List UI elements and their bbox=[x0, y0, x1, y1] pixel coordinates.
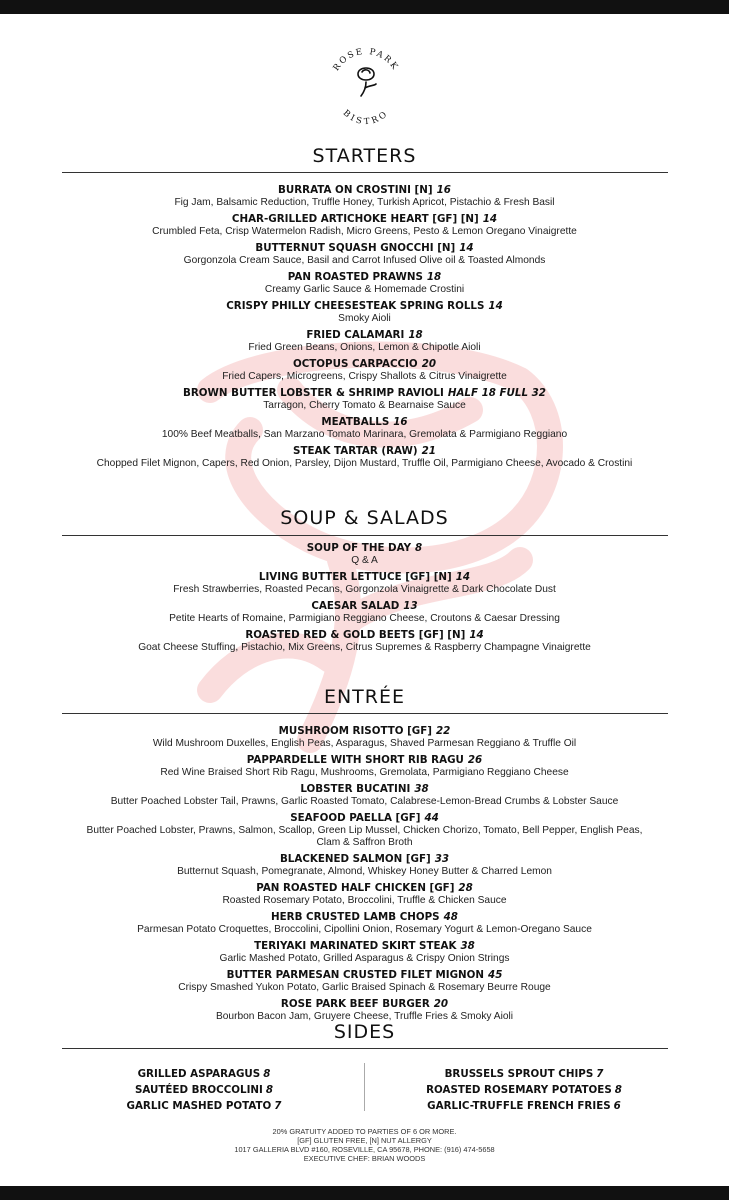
menu-item-title: PAN ROASTED PRAWNS bbox=[287, 271, 423, 283]
side-item bbox=[424, 1066, 624, 1082]
side-item-price: 8 bbox=[263, 1068, 271, 1080]
menu-item-title: LIVING BUTTER LETTUCE [GF] [N] bbox=[258, 571, 452, 583]
menu-item-description: Red Wine Braised Short Rib Ragu, Mushrooms, Gremolata, Parmigiano Reggiano Cheese bbox=[160, 767, 569, 778]
menu-item-description: Smoky Aioli bbox=[338, 313, 391, 324]
menu-item-description: Fried Green Beans, Onions, Lemon & Chipotle Aioli bbox=[248, 342, 481, 353]
menu-item-price: 14 bbox=[455, 571, 471, 583]
menu-item-description-cont: Clam & Saffron Broth bbox=[316, 837, 413, 848]
menu-item-title: ROASTED RED & GOLD BEETS [GF] [N] bbox=[245, 629, 466, 641]
menu-item-title: MUSHROOM RISOTTO [GF] bbox=[278, 725, 432, 737]
menu-item bbox=[0, 445, 729, 470]
soup-salads-list bbox=[0, 542, 729, 658]
section-divider bbox=[62, 535, 668, 536]
menu-item-description: Butter Poached Lobster, Prawns, Salmon, Scallop, Green Lip Mussel, Chicken Chorizo, Tomato, Bell Pepper, English Peas, bbox=[86, 825, 643, 836]
menu-item-name bbox=[0, 184, 729, 197]
menu-item-description: Bourbon Bacon Jam, Gruyere Cheese, Truffle Fries & Smoky Aioli bbox=[215, 1011, 514, 1022]
side-item bbox=[104, 1098, 304, 1114]
menu-item-price: 14 bbox=[459, 242, 474, 254]
menu-item-description: Tarragon, Cherry Tomato & Bearnaise Sauce bbox=[263, 400, 466, 411]
menu-item-title: TERIYAKI MARINATED SKIRT STEAK bbox=[254, 940, 457, 952]
logo-bottom-text: BISTRO bbox=[340, 108, 392, 128]
menu-item-price: 18 bbox=[426, 271, 442, 283]
menu-item bbox=[0, 629, 729, 654]
entree-list bbox=[0, 725, 729, 1027]
menu-item-description: 100% Beef Meatballs, San Marzano Tomato Marinara, Gremolata & Parmigiano Reggiano bbox=[161, 429, 568, 440]
menu-item-name bbox=[0, 629, 729, 642]
menu-item-title: SEAFOOD PAELLA [GF] bbox=[290, 812, 421, 824]
menu-item-name bbox=[0, 271, 729, 284]
menu-item bbox=[0, 300, 729, 325]
menu-item bbox=[0, 969, 729, 994]
menu-item-name bbox=[0, 329, 729, 342]
menu-item-price: 14 bbox=[488, 300, 503, 312]
menu-item-price: 28 bbox=[458, 882, 473, 894]
menu-item-price: 14 bbox=[469, 629, 484, 641]
sides-column-divider bbox=[364, 1063, 365, 1111]
menu-item-name bbox=[0, 416, 729, 429]
menu-item-title: BLACKENED SALMON [GF] bbox=[279, 853, 431, 865]
rose-park-bistro-logo bbox=[324, 38, 408, 130]
footer-chef: EXECUTIVE CHEF: BRIAN WOODS bbox=[303, 1154, 426, 1163]
menu-item-title: ROSE PARK BEEF BURGER bbox=[280, 998, 430, 1010]
menu-item-title: BROWN BUTTER LOBSTER & SHRIMP RAVIOLI bbox=[183, 387, 444, 399]
menu-item-name bbox=[0, 387, 729, 400]
menu-item-title: FRIED CALAMARI bbox=[306, 329, 405, 341]
side-item bbox=[424, 1098, 624, 1114]
menu-item-price: 13 bbox=[403, 600, 418, 612]
menu-item-price: 38 bbox=[460, 940, 475, 952]
menu-item-description: Crumbled Feta, Crisp Watermelon Radish, Micro Greens, Pesto & Lemon Oregano Vinaigrette bbox=[152, 226, 577, 237]
menu-item-price: 20 bbox=[421, 358, 437, 370]
menu-item-price: 33 bbox=[434, 853, 450, 865]
menu-item-price: 44 bbox=[424, 812, 439, 824]
menu-item-name bbox=[0, 242, 729, 255]
menu-item-title: PAN ROASTED HALF CHICKEN [GF] bbox=[256, 882, 455, 894]
side-item-name: GRILLED ASPARAGUS bbox=[137, 1068, 261, 1080]
menu-item bbox=[0, 329, 729, 354]
section-divider bbox=[62, 172, 668, 173]
footer-info bbox=[0, 1127, 729, 1163]
menu-item-price: 26 bbox=[467, 754, 483, 766]
sides-right-column bbox=[424, 1066, 624, 1114]
menu-item-description: Gorgonzola Cream Sauce, Basil and Carrot Infused Olive oil & Toasted Almonds bbox=[183, 255, 546, 266]
menu-item-name bbox=[0, 358, 729, 371]
menu-item-description: Parmesan Potato Croquettes, Broccolini, Cipollini Onion, Rosemary Yogurt & Lemon-Oregano Sauce bbox=[137, 924, 592, 935]
side-item-price: 6 bbox=[613, 1100, 621, 1112]
svg-text:ROSE PARK bbox=[332, 47, 401, 73]
menu-item-title: SOUP OF THE DAY bbox=[306, 542, 412, 554]
menu-item-title: CRISPY PHILLY CHEESESTEAK SPRING ROLLS bbox=[226, 300, 485, 312]
side-item-price: 7 bbox=[596, 1068, 604, 1080]
menu-item-description: Butternut Squash, Pomegranate, Almond, Whiskey Honey Butter & Charred Lemon bbox=[177, 866, 552, 877]
menu-item-title: BUTTERNUT SQUASH GNOCCHI [N] bbox=[255, 242, 456, 254]
menu-item-name bbox=[0, 300, 729, 313]
menu-item bbox=[0, 754, 729, 779]
menu-item bbox=[0, 416, 729, 441]
menu-item bbox=[0, 242, 729, 267]
menu-item-name bbox=[0, 725, 729, 738]
menu-item-description: Garlic Mashed Potato, Grilled Asparagus & Crispy Onion Strings bbox=[219, 953, 510, 964]
menu-item-name bbox=[0, 882, 729, 895]
side-item-name: BRUSSELS SPROUT CHIPS bbox=[444, 1068, 594, 1080]
menu-item-description: Creamy Garlic Sauce & Homemade Crostini bbox=[264, 284, 465, 295]
menu-item bbox=[0, 783, 729, 808]
footer-allergy-legend: [GF] GLUTEN FREE, [N] NUT ALLERGY bbox=[297, 1136, 432, 1145]
menu-item bbox=[0, 853, 729, 878]
rose-icon bbox=[358, 68, 376, 96]
menu-item-price: 16 bbox=[436, 184, 451, 196]
menu-item-price: 45 bbox=[488, 969, 503, 981]
menu-item-price: 20 bbox=[433, 998, 449, 1010]
menu-item-name bbox=[0, 853, 729, 866]
menu-item-description: Fig Jam, Balsamic Reduction, Truffle Honey, Turkish Apricot, Pistachio & Fresh Basil bbox=[174, 197, 555, 208]
menu-item bbox=[0, 725, 729, 750]
menu-item bbox=[0, 998, 729, 1023]
side-item bbox=[104, 1066, 304, 1082]
menu-item-name bbox=[0, 969, 729, 982]
menu-item bbox=[0, 184, 729, 209]
menu-item-title: PAPPARDELLE WITH SHORT RIB RAGU bbox=[246, 754, 464, 766]
menu-item bbox=[0, 940, 729, 965]
side-item-price: 8 bbox=[614, 1084, 622, 1096]
menu-item-price: 38 bbox=[414, 783, 429, 795]
menu-item-price: 14 bbox=[482, 213, 498, 225]
side-item-price: 8 bbox=[265, 1084, 274, 1096]
menu-item-description: Butter Poached Lobster Tail, Prawns, Garlic Roasted Tomato, Calabrese-Lemon-Bread Crumbs & Lobster Sauce bbox=[110, 796, 619, 807]
section-title-soup-salads: SOUP & SALADS bbox=[280, 507, 449, 529]
side-item bbox=[104, 1082, 304, 1098]
footer-gratuity: 20% GRATUITY ADDED TO PARTIES OF 6 OR MORE. bbox=[272, 1127, 457, 1136]
section-title-entree: ENTRÉE bbox=[323, 686, 406, 708]
menu-item-name bbox=[0, 911, 729, 924]
menu-item-price: 8 bbox=[415, 542, 423, 554]
menu-item bbox=[0, 911, 729, 936]
menu-item-title: LOBSTER BUCATINI bbox=[300, 783, 411, 795]
side-item-name: ROASTED ROSEMARY POTATOES bbox=[426, 1084, 612, 1096]
menu-item-name bbox=[0, 571, 729, 584]
starters-list bbox=[0, 184, 729, 474]
menu-item-price: 48 bbox=[443, 911, 458, 923]
section-divider bbox=[62, 713, 668, 714]
menu-item-name bbox=[0, 940, 729, 953]
menu-item-price: 21 bbox=[421, 445, 436, 457]
logo-top-text: ROSE PARK bbox=[331, 46, 401, 73]
menu-item bbox=[0, 213, 729, 238]
menu-item bbox=[0, 358, 729, 383]
menu-item-name bbox=[0, 783, 729, 796]
menu-item-name bbox=[0, 754, 729, 767]
menu-item-title: BUTTER PARMESAN CRUSTED FILET MIGNON bbox=[226, 969, 485, 981]
svg-text:BISTRO bbox=[341, 108, 392, 127]
menu-item-description: Fried Capers, Microgreens, Crispy Shallots & Citrus Vinaigrette bbox=[222, 371, 507, 382]
menu-item-name bbox=[0, 542, 729, 555]
side-item-name: SAUTÉED BROCCOLINI bbox=[134, 1084, 263, 1096]
menu-item-description: Roasted Rosemary Potato, Broccolini, Truffle & Chicken Sauce bbox=[222, 895, 507, 906]
side-item-name: GARLIC-TRUFFLE FRENCH FRIES bbox=[427, 1100, 611, 1112]
section-title-starters: STARTERS bbox=[312, 145, 417, 167]
bottom-border-bar bbox=[0, 1186, 729, 1200]
menu-item-name bbox=[0, 445, 729, 458]
sides-left-column bbox=[104, 1066, 304, 1114]
menu-item-description: Q & A bbox=[351, 555, 378, 566]
menu-item-price: 16 bbox=[393, 416, 408, 428]
menu-item-title: OCTOPUS CARPACCIO bbox=[292, 358, 418, 370]
menu-item-title: STEAK TARTAR (RAW) bbox=[293, 445, 418, 457]
side-item bbox=[424, 1082, 624, 1098]
top-border-bar bbox=[0, 0, 729, 14]
menu-item bbox=[0, 882, 729, 907]
menu-item-price: 22 bbox=[436, 725, 451, 737]
menu-item-price: HALF 18 FULL 32 bbox=[447, 387, 546, 399]
menu-item-title: CAESAR SALAD bbox=[311, 600, 400, 612]
side-item-price: 7 bbox=[274, 1100, 282, 1112]
menu-item bbox=[0, 271, 729, 296]
menu-item-description: Wild Mushroom Duxelles, English Peas, Asparagus, Shaved Parmesan Reggiano & Truffle Oil bbox=[152, 738, 577, 749]
menu-item bbox=[0, 812, 729, 849]
section-title-sides: SIDES bbox=[333, 1021, 396, 1043]
menu-item-title: MEATBALLS bbox=[321, 416, 390, 428]
menu-item bbox=[0, 571, 729, 596]
menu-item-description: Crispy Smashed Yukon Potato, Garlic Braised Spinach & Rosemary Beurre Rouge bbox=[178, 982, 551, 993]
section-divider bbox=[62, 1048, 668, 1049]
menu-item bbox=[0, 387, 729, 412]
menu-item-name bbox=[0, 600, 729, 613]
footer-address-phone: 1017 GALLERIA BLVD #160, ROSEVILLE, CA 95678, PHONE: (916) 474-5658 bbox=[234, 1145, 495, 1154]
menu-item-price: 18 bbox=[408, 329, 423, 341]
menu-item-name bbox=[0, 998, 729, 1011]
menu-item bbox=[0, 542, 729, 567]
menu-item-title: BURRATA ON CROSTINI [N] bbox=[278, 184, 433, 196]
menu-item-name bbox=[0, 812, 729, 825]
menu-item-description: Fresh Strawberries, Roasted Pecans, Gorgonzola Vinaigrette & Dark Chocolate Dust bbox=[173, 584, 556, 595]
side-item-name: GARLIC MASHED POTATO bbox=[126, 1100, 272, 1112]
menu-item-name bbox=[0, 213, 729, 226]
menu-item-description: Chopped Filet Mignon, Capers, Red Onion, Parsley, Dijon Mustard, Truffle Oil, Parmigiano Cheese, Avocado & Crostini bbox=[96, 458, 633, 469]
menu-item-title: CHAR-GRILLED ARTICHOKE HEART [GF] [N] bbox=[231, 213, 479, 225]
menu-item-title: HERB CRUSTED LAMB CHOPS bbox=[271, 911, 440, 923]
menu-item-description: Petite Hearts of Romaine, Parmigiano Reggiano Cheese, Croutons & Caesar Dressing bbox=[169, 613, 560, 624]
menu-item-description: Goat Cheese Stuffing, Pistachio, Mix Greens, Citrus Supremes & Raspberry Champagne Vinaigrette bbox=[138, 642, 591, 653]
menu-item bbox=[0, 600, 729, 625]
